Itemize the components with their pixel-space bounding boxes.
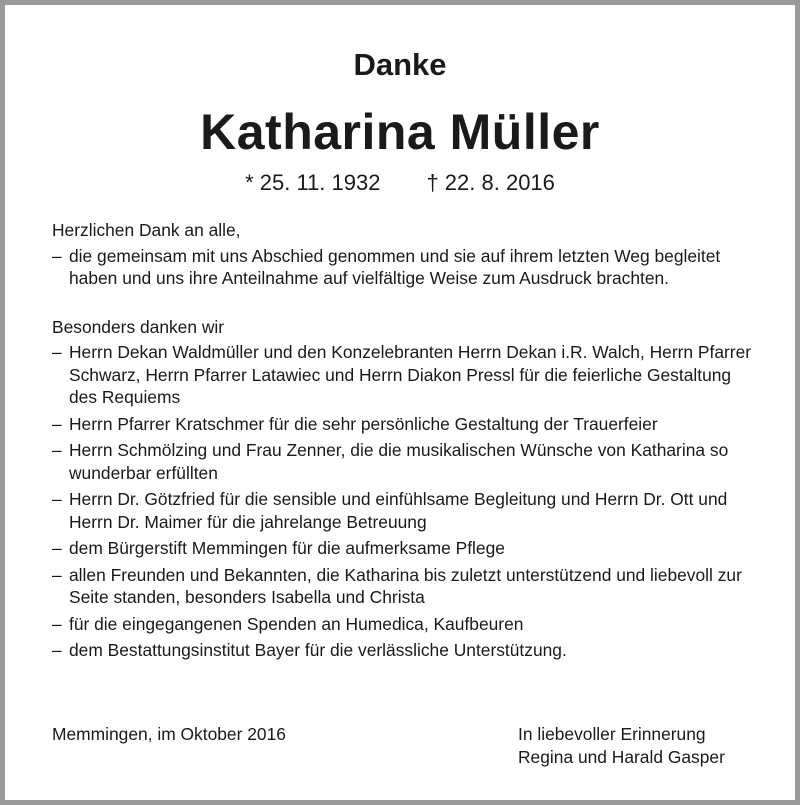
list-item-text: allen Freunden und Bekannten, die Katharina bis zuletzt unterstützend und liebevoll zur Seite standen, besonders Isabella und Christa (69, 564, 742, 607)
list-item (52, 341, 762, 409)
list-item-text: Herrn Dr. Götzfried für die sensible und einfühlsame Begleitung und Herrn Dr. Ott und Herrn Dr. Maimer für die jahrelange Betreuung (69, 489, 728, 532)
list-item-text: Herrn Dekan Waldmüller und den Konzelebranten Herrn Dekan i.R. Walch, Herrn Pfarrer Schwarz, Herrn Pfarrer Latawiec und Herrn Diakon Pressl für die feierliche Gestaltung des Requiems (69, 342, 752, 407)
list-item (52, 537, 762, 560)
place-date: Memmingen, im Oktober 2016 (52, 724, 286, 744)
deceased-name: Katharina Müller (200, 104, 600, 160)
thanks-body (52, 219, 762, 666)
list-dash: – (52, 440, 62, 460)
list-item-text: Herrn Pfarrer Kratschmer für die sehr persönliche Gestaltung der Trauerfeier (69, 413, 658, 434)
list-item (52, 245, 762, 290)
death-date: † 22. 8. 2016 (426, 170, 555, 195)
intro-text: Herzlichen Dank an alle, (52, 220, 241, 240)
special-intro-text: Besonders danken wir (52, 316, 225, 337)
section-gap (52, 294, 762, 316)
list-dash: – (52, 342, 62, 362)
list-dash: – (52, 640, 62, 660)
list-item (52, 613, 762, 636)
life-dates (5, 168, 795, 198)
list-item-text: Herrn Schmölzing und Frau Zenner, die die musikalischen Wünsche von Katharina so wunderbar erfüllten (69, 440, 729, 483)
signatories: Regina und Harald Gasper (518, 746, 725, 767)
list-item-text: dem Bestattungsinstitut Bayer für die verlässliche Unterstützung. (69, 640, 567, 660)
signature-block (518, 723, 725, 768)
list-item (52, 488, 762, 533)
heading-danke: Danke (353, 47, 447, 82)
memory-line: In liebevoller Erinnerung (518, 724, 706, 744)
list-item-text: die gemeinsam mit uns Abschied genommen und sie auf ihrem letzten Weg begleitet haben und uns ihre Anteilnahme auf vielfältige Weise zum Ausdruck brachten. (69, 245, 721, 288)
list-item-text: für die eingegangenen Spenden an Humedica, Kaufbeuren (69, 613, 524, 634)
list-dash: – (52, 413, 62, 434)
list-dash: – (52, 538, 62, 558)
list-item (52, 564, 762, 609)
list-item-text: dem Bürgerstift Memmingen für die aufmerksame Pflege (69, 538, 505, 558)
list-item (52, 639, 762, 662)
list-item (52, 439, 762, 484)
list-dash: – (52, 613, 62, 634)
list-item (52, 413, 762, 436)
list-dash: – (52, 489, 62, 509)
birth-date: * 25. 11. 1932 (245, 170, 381, 195)
list-dash: – (52, 564, 62, 585)
list-dash: – (52, 245, 62, 266)
